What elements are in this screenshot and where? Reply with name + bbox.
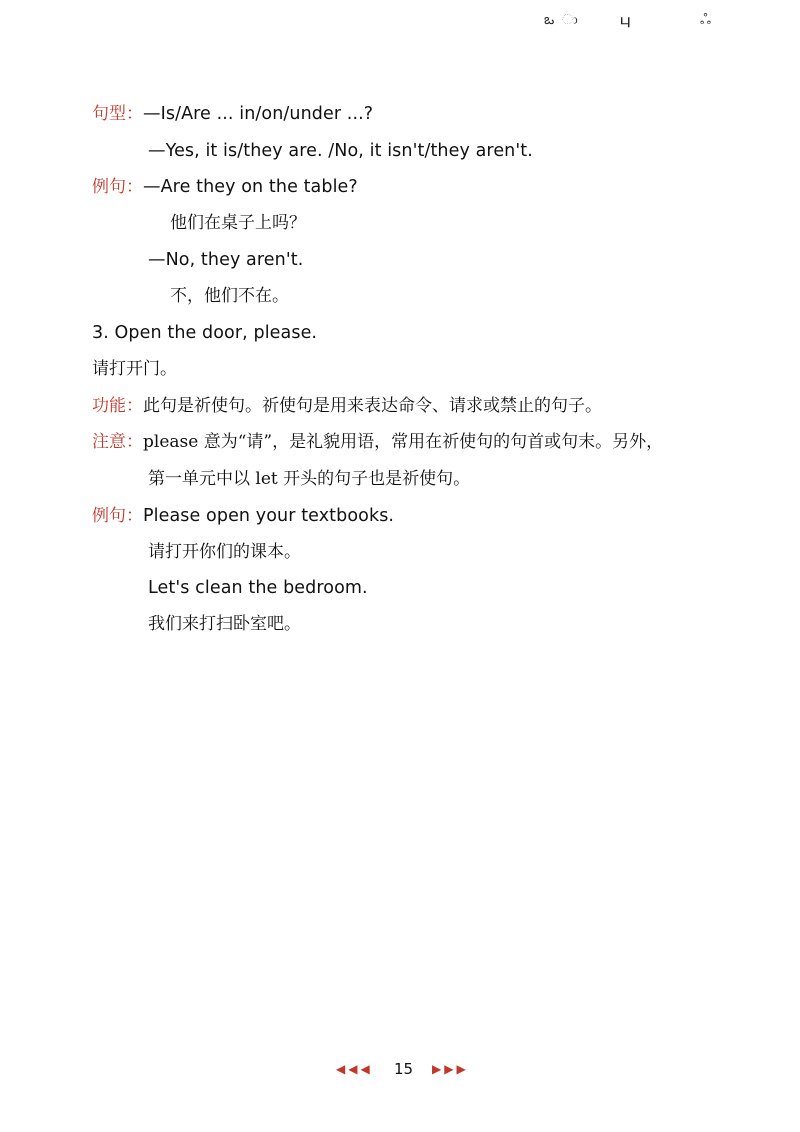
example-question-zh: 他们在桌子上吗？ <box>170 213 306 233</box>
note-text-line2: 第一单元中以 let 开头的句子也是祈使句。 <box>148 469 471 489</box>
example-answer: —No, they aren't. <box>148 250 304 270</box>
pattern-question: —Is/Are ... in/on/under ...? <box>143 104 374 124</box>
page-footer <box>0 1060 800 1084</box>
section-title-zh: 请打开门。 <box>92 359 177 379</box>
example-row <box>92 174 358 200</box>
example-1-en: Please open your textbooks. <box>143 506 395 526</box>
next-arrows-icon: ▶▶▶ <box>432 1062 469 1076</box>
example-2-en: Let's clean the bedroom. <box>148 578 368 598</box>
example-1-zh: 请打开你们的课本。 <box>148 542 301 562</box>
pattern-row <box>92 101 373 127</box>
function-text: 此句是祈使句。祈使句是用来表达命令、请求或禁止的句子。 <box>143 396 602 416</box>
example-label: 例句： <box>92 506 143 526</box>
header-mark: பு <box>620 12 631 28</box>
header-marks <box>540 12 720 32</box>
page-number: 15 <box>394 1060 414 1078</box>
example-row-2 <box>92 503 394 529</box>
function-row <box>92 393 602 419</box>
note-text-line1: please 意为“请”，是礼貌用语，常用在祈使句的句首或句末。另外， <box>143 432 664 452</box>
prev-arrows-icon: ◀◀◀ <box>336 1062 373 1076</box>
header-mark: ఒ <box>544 12 555 28</box>
header-mark: ා <box>562 12 578 28</box>
example-question: —Are they on the table? <box>143 177 358 197</box>
function-label: 功能： <box>92 396 143 416</box>
example-2-zh: 我们来打扫卧室吧。 <box>148 614 301 634</box>
pattern-label: 句型： <box>92 104 143 124</box>
note-row <box>92 429 663 455</box>
example-answer-zh: 不，他们不在。 <box>170 286 289 306</box>
example-label: 例句： <box>92 177 143 197</box>
note-label: 注意： <box>92 432 143 452</box>
header-mark: ஃ <box>700 12 711 28</box>
pattern-answer: —Yes, it is/they are. /No, it isn't/they aren't. <box>148 141 533 161</box>
section-title: 3. Open the door, please. <box>92 323 318 343</box>
